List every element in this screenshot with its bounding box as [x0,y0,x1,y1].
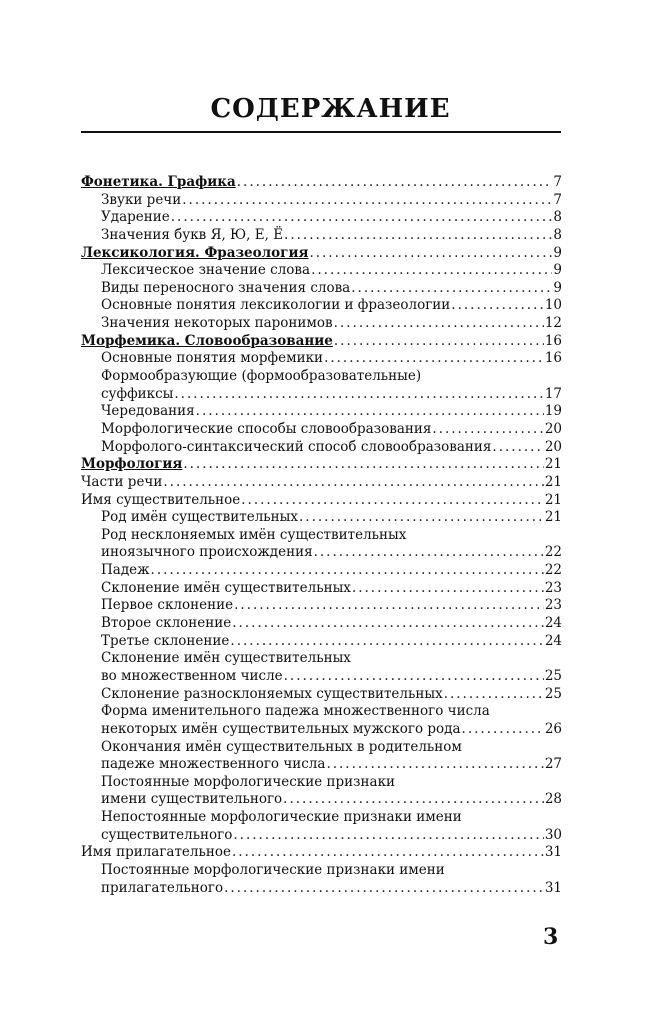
toc-entry [81,350,562,368]
toc-entry-title: Лексикология. Фразеология [81,244,309,261]
toc-entry-title: Чередования [101,403,195,420]
toc-entry [81,456,562,474]
toc-entry [81,544,562,562]
toc-entry-page: 20 [544,438,562,455]
toc-entry-title: Первое склонение [101,597,234,614]
dot-leader [196,403,544,421]
toc-entry-page: 25 [544,685,562,702]
toc-entry-page: 20 [544,420,562,437]
toc-entry-title: Виды переносного значения слова [101,279,351,296]
toc-entry [81,386,562,404]
dot-leader [284,227,552,245]
dot-leader [234,597,544,615]
toc-entry [81,615,562,633]
toc-entry [81,668,562,686]
toc-entry-title: Значения некоторых паронимов [101,315,333,332]
page-number: 3 [543,924,559,950]
toc-entry [81,809,562,827]
toc-entry [81,580,562,598]
dot-leader [224,880,544,898]
toc-entry-page: 30 [544,826,562,843]
toc-entry [81,368,562,386]
dot-leader [324,350,544,368]
toc-entry-page: 21 [544,509,562,526]
dot-leader [311,262,552,280]
toc-entry-page: 8 [553,209,562,226]
toc-entry-title: Основные понятия лексикологии и фразеологии [101,297,451,314]
toc-entry-title: Морфолого-синтаксический способ словообразования [101,438,492,455]
dot-leader [237,174,553,192]
toc-entry [81,403,562,421]
toc-entry-title: Имя существительное [81,491,241,508]
toc-entry-title: во множественном числе [101,667,283,684]
toc-entry-page: 25 [544,667,562,684]
toc-entry-title: прилагательного [101,879,224,896]
toc-entry-title: некоторых имён существительных мужского рода [101,720,461,737]
dot-leader [284,668,544,686]
toc-entry-title: Звуки речи [101,191,182,208]
toc-entry [81,756,562,774]
toc-entry-page: 16 [544,350,562,367]
toc-entry-title: Склонение имён существительных [101,650,351,667]
dot-leader [451,297,544,315]
toc-entry-title: Склонение имён существительных [101,579,351,596]
toc-entry [81,245,562,263]
dot-leader [232,844,544,862]
toc-entry-title: Второе склонение [101,615,232,632]
dot-leader [432,421,543,439]
dot-leader [183,456,543,474]
toc-entry-title: имени существительного [101,791,283,808]
toc-entry-page: 8 [553,226,562,243]
toc-entry-title: Лексическое значение слова [101,262,311,279]
toc-entry-page: 9 [553,244,562,261]
toc-entry [81,209,562,227]
toc-entry [81,686,562,704]
dot-leader [163,474,543,492]
toc-entry-title: Постоянные морфологические признаки [101,773,396,790]
toc-entry [81,774,562,792]
toc-entry [81,421,562,439]
toc-entry-page: 9 [553,262,562,279]
title-rule [81,131,561,133]
dot-leader [334,333,544,351]
dot-leader [352,580,544,598]
dot-leader [174,386,543,404]
toc-entry [81,739,562,757]
toc-entry [81,527,562,545]
toc-entry-page: 31 [544,844,562,861]
toc-entry [81,174,562,192]
dot-leader [462,721,544,739]
toc-entry-title: Морфология [81,456,183,473]
dot-leader [233,827,543,845]
toc-entry-title: суффиксы [101,385,174,402]
toc-entry [81,333,562,351]
toc-entry [81,262,562,280]
page-title: СОДЕРЖАНИЕ [210,94,451,124]
toc-entry [81,315,562,333]
toc-entry-page: 22 [544,562,562,579]
toc-entry [81,844,562,862]
dot-leader [182,192,552,210]
toc-entry [81,562,562,580]
toc-entry-page: 24 [544,615,562,632]
toc-entry [81,280,562,298]
toc-entry [81,721,562,739]
toc-entry-title: Род имён существительных [101,509,299,526]
toc-entry-title: Склонение разносклоняемых существительных [101,685,443,702]
toc-entry-page: 21 [544,473,562,490]
toc-entry-title: Непостоянные морфологические признаки имени [101,809,462,826]
toc-entry-page: 16 [544,332,562,349]
dot-leader [171,209,553,227]
toc-entry-title: существительного [101,826,233,843]
toc-entry-title: Морфемика. Словообразование [81,332,333,349]
dot-leader [309,245,552,263]
dot-leader [283,791,544,809]
toc-entry-title: Окончания имён существительных в родительном [101,738,462,755]
toc-entry-page: 21 [544,491,562,508]
dot-leader [314,544,544,562]
toc-entry-page: 12 [544,315,562,332]
toc-entry-title: Ударение [101,209,170,226]
dot-leader [151,562,544,580]
toc-entry-page: 22 [544,544,562,561]
toc-entry-page: 24 [544,632,562,649]
toc-entry-page: 7 [553,174,562,190]
toc-entry-page: 31 [544,879,562,896]
toc-entry [81,650,562,668]
toc-entry [81,192,562,210]
dot-leader [444,686,544,704]
dot-leader [241,492,544,510]
dot-leader [492,439,543,457]
dot-leader [299,509,544,527]
dot-leader [351,280,552,298]
dot-leader [334,315,544,333]
toc-entry-title: падеже множественного числа [101,756,326,773]
toc-entry [81,862,562,880]
dot-leader [232,615,544,633]
toc-entry [81,827,562,845]
toc-entry [81,227,562,245]
dot-leader [230,633,543,651]
toc-entry [81,703,562,721]
toc-entry-page: 23 [544,597,562,614]
toc-entry [81,597,562,615]
toc-entry-page: 17 [544,385,562,402]
toc-entry [81,297,562,315]
toc-entry-title: Форма именительного падежа множественного числа [101,703,490,720]
toc-entry-page: 23 [544,579,562,596]
toc-entry-title: Постоянные морфологические признаки имени [101,861,445,878]
toc-entry [81,509,562,527]
table-of-contents [81,174,562,897]
toc-entry-title: Род несклоняемых имён существительных [101,526,407,543]
toc-entry-title: Третье склонение [101,632,230,649]
toc-entry [81,880,562,898]
toc-entry-title: иноязычного происхождения [101,544,313,561]
toc-entry-title: Фонетика. Графика [81,174,236,190]
toc-entry [81,439,562,457]
toc-entry-title: Основные понятия морфемики [101,350,324,367]
toc-entry [81,492,562,510]
toc-entry [81,474,562,492]
toc-entry-page: 9 [553,279,562,296]
toc-entry [81,791,562,809]
toc-entry-page: 19 [544,403,562,420]
toc-entry-page: 26 [544,720,562,737]
toc-entry-title: Имя прилагательное [81,844,231,861]
toc-entry-title: Падеж [101,562,150,579]
toc-entry-page: 21 [544,456,562,473]
toc-entry-page: 27 [544,756,562,773]
toc-entry-title: Части речи [81,473,163,490]
toc-entry-title: Значения букв Я, Ю, Е, Ё [101,226,284,243]
toc-entry-page: 28 [544,791,562,808]
toc-entry-title: Формообразующие (формообразовательные) [101,368,422,385]
dot-leader [326,756,543,774]
toc-entry-title: Морфологические способы словообразования [101,420,432,437]
toc-entry [81,633,562,651]
toc-entry-page: 7 [553,191,562,208]
toc-entry-page: 10 [544,297,562,314]
